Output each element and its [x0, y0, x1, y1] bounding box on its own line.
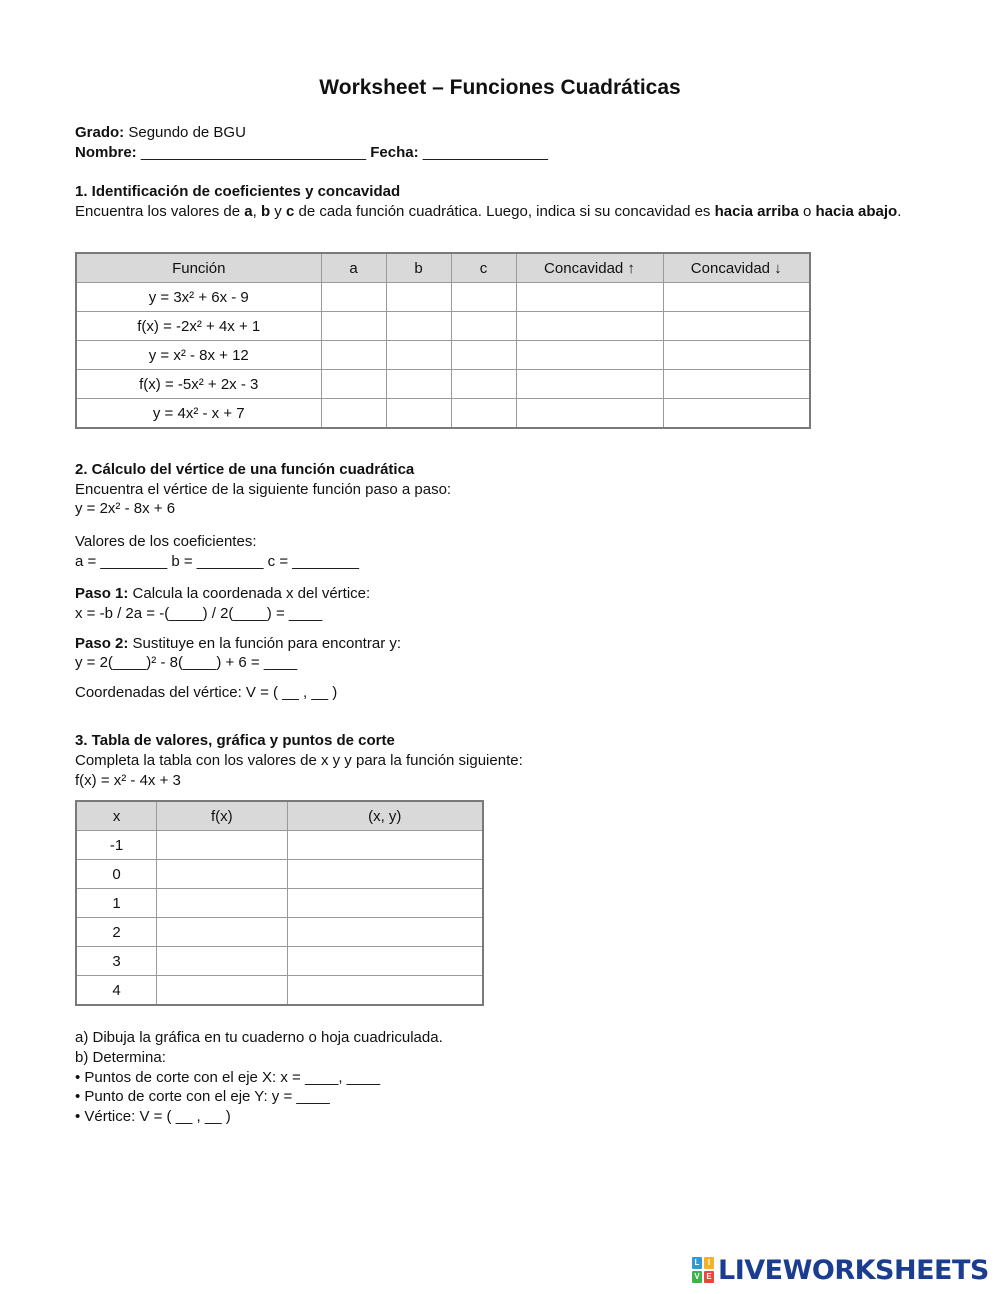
- logo-letter-i: I: [704, 1257, 714, 1269]
- logo-mark-icon: [692, 1257, 714, 1283]
- fecha-label: Fecha:: [370, 144, 419, 161]
- function-cell: y = 4x² - x + 7: [76, 399, 321, 429]
- table-row: [76, 341, 810, 370]
- nombre-field[interactable]: ___________________________: [140, 144, 367, 161]
- bullet-vertex[interactable]: • Vértice: V = ( __ , __ ): [75, 1108, 231, 1125]
- answer-cell-down[interactable]: [663, 312, 810, 341]
- answer-cell-c[interactable]: [451, 283, 516, 312]
- table-row: [76, 976, 483, 1006]
- section2-heading: [75, 460, 414, 479]
- function-cell: f(x) = -5x² + 2x - 3: [76, 370, 321, 399]
- logo-letter-l: L: [692, 1257, 702, 1269]
- instr-a: a: [244, 203, 253, 220]
- xy-answer-cell[interactable]: [287, 860, 483, 889]
- bullet-y-intercept[interactable]: • Punto de corte con el eje Y: y = ____: [75, 1088, 330, 1105]
- answer-cell-a[interactable]: [321, 283, 386, 312]
- paso1-line: [75, 584, 370, 603]
- paso1-formula[interactable]: x = -b / 2a = -(____) / 2(____) = ____: [75, 605, 323, 622]
- grado-line: [75, 123, 246, 142]
- section3-heading-text: 3. Tabla de valores, gráfica y puntos de corte: [75, 732, 395, 749]
- instr-text: de cada función cuadrática. Luego, indica si su concavidad es: [294, 203, 715, 220]
- section1-instructions: [75, 202, 935, 221]
- page-title: Worksheet – Funciones Cuadráticas: [319, 76, 681, 99]
- answer-cell-up[interactable]: [516, 283, 663, 312]
- instr-b: b: [260, 203, 271, 220]
- table-row: [76, 283, 810, 312]
- col-x: x: [76, 801, 157, 831]
- x-value-cell: 1: [76, 889, 157, 918]
- answer-cell-down[interactable]: [663, 283, 810, 312]
- table-row: [76, 918, 483, 947]
- vertex-coordinates[interactable]: Coordenadas del vértice: V = ( __ , __ ): [75, 684, 338, 701]
- coef-blanks[interactable]: a = ________ b = ________ c = ________: [75, 553, 360, 570]
- section2-heading-text: 2. Cálculo del vértice de una función cuadrática: [75, 461, 415, 478]
- answer-cell-up[interactable]: [516, 312, 663, 341]
- col-concavidad-abajo: Concavidad ↓: [663, 253, 810, 283]
- x-value-cell: 2: [76, 918, 157, 947]
- coef-label: Valores de los coeficientes:: [75, 533, 257, 550]
- answer-cell-up[interactable]: [516, 370, 663, 399]
- fx-answer-cell[interactable]: [157, 918, 287, 947]
- paso2-formula[interactable]: y = 2(____)² - 8(____) + 6 = ____: [75, 654, 298, 671]
- logo-text: LIVEWORKSHEETS: [718, 1254, 989, 1286]
- answer-cell-a[interactable]: [321, 370, 386, 399]
- xy-answer-cell[interactable]: [287, 831, 483, 860]
- grado-label: Grado:: [75, 124, 125, 141]
- values-table: [75, 800, 484, 1006]
- answer-cell-down[interactable]: [663, 399, 810, 429]
- logo-letter-e: E: [704, 1271, 714, 1283]
- section3-function: f(x) = x² - 4x + 3: [75, 772, 181, 789]
- x-value-cell: 3: [76, 947, 157, 976]
- x-value-cell: -1: [76, 831, 157, 860]
- instr-text: y: [270, 203, 286, 220]
- table-header-row: [76, 801, 483, 831]
- answer-cell-a[interactable]: [321, 399, 386, 429]
- section3-instructions: Completa la tabla con los valores de x y y para la función siguiente:: [75, 752, 523, 769]
- paso2-label: Paso 2:: [75, 635, 129, 652]
- answer-cell-up[interactable]: [516, 399, 663, 429]
- xy-answer-cell[interactable]: [287, 976, 483, 1006]
- paso1-text: Calcula la coordenada x del vértice:: [128, 585, 371, 602]
- answer-cell-b[interactable]: [386, 370, 451, 399]
- answer-cell-up[interactable]: [516, 341, 663, 370]
- table-row: [76, 831, 483, 860]
- grado-value: Segundo de BGU: [128, 124, 246, 141]
- answer-cell-b[interactable]: [386, 312, 451, 341]
- section3-heading: [75, 731, 395, 750]
- answer-cell-c[interactable]: [451, 370, 516, 399]
- answer-cell-a[interactable]: [321, 341, 386, 370]
- paso2-line: [75, 634, 401, 653]
- col-funcion: Función: [76, 253, 321, 283]
- table-row: [76, 312, 810, 341]
- col-concavidad-arriba: Concavidad ↑: [516, 253, 663, 283]
- function-cell: y = x² - 8x + 12: [76, 341, 321, 370]
- fx-answer-cell[interactable]: [157, 831, 287, 860]
- nombre-fecha-line: [75, 143, 548, 162]
- table-row: [76, 889, 483, 918]
- section1-heading-text: 1. Identificación de coeficientes y concavidad: [75, 183, 401, 200]
- table-row: [76, 860, 483, 889]
- function-cell: f(x) = -2x² + 4x + 1: [76, 312, 321, 341]
- logo-letter-v: V: [692, 1271, 702, 1283]
- section1-heading: [75, 182, 400, 201]
- fx-answer-cell[interactable]: [157, 976, 287, 1006]
- instr-c: c: [285, 203, 295, 220]
- table-row: [76, 399, 810, 429]
- xy-answer-cell[interactable]: [287, 918, 483, 947]
- liveworksheets-logo: [692, 1255, 989, 1285]
- answer-cell-c[interactable]: [451, 312, 516, 341]
- instr-up: hacia arriba: [714, 203, 799, 220]
- instr-text: .: [897, 203, 902, 220]
- table-row: [76, 947, 483, 976]
- answer-cell-down[interactable]: [663, 341, 810, 370]
- x-value-cell: 4: [76, 976, 157, 1006]
- fx-answer-cell[interactable]: [157, 947, 287, 976]
- answer-cell-c[interactable]: [451, 399, 516, 429]
- answer-cell-a[interactable]: [321, 312, 386, 341]
- col-a: a: [321, 253, 386, 283]
- paso2-text: Sustituye en la función para encontrar y:: [128, 635, 402, 652]
- fx-answer-cell[interactable]: [157, 889, 287, 918]
- col-c: c: [451, 253, 516, 283]
- col-b: b: [386, 253, 451, 283]
- section2-function: y = 2x² - 8x + 6: [75, 500, 176, 517]
- item-a: a) Dibuja la gráfica en tu cuaderno o hoja cuadriculada.: [75, 1029, 443, 1046]
- col-fx: f(x): [157, 801, 287, 831]
- col-xy: (x, y): [287, 801, 483, 831]
- table-row: [76, 370, 810, 399]
- bullet-x-intercepts[interactable]: • Puntos de corte con el eje X: x = ____, ____: [75, 1069, 381, 1086]
- coefficients-table: [75, 252, 811, 429]
- nombre-label: Nombre:: [75, 144, 137, 161]
- instr-text: ,: [252, 203, 261, 220]
- xy-answer-cell[interactable]: [287, 889, 483, 918]
- instr-text: o: [798, 203, 816, 220]
- xy-answer-cell[interactable]: [287, 947, 483, 976]
- answer-cell-down[interactable]: [663, 370, 810, 399]
- answer-cell-b[interactable]: [386, 399, 451, 429]
- instr-text: Encuentra los valores de: [75, 203, 245, 220]
- answer-cell-c[interactable]: [451, 341, 516, 370]
- paso1-label: Paso 1:: [75, 585, 129, 602]
- fx-answer-cell[interactable]: [157, 860, 287, 889]
- function-cell: y = 3x² + 6x - 9: [76, 283, 321, 312]
- instr-down: hacia abajo: [815, 203, 898, 220]
- item-b: b) Determina:: [75, 1049, 166, 1066]
- fecha-field[interactable]: _______________: [422, 144, 548, 161]
- answer-cell-b[interactable]: [386, 341, 451, 370]
- section2-instructions: Encuentra el vértice de la siguiente función paso a paso:: [75, 481, 452, 498]
- answer-cell-b[interactable]: [386, 283, 451, 312]
- x-value-cell: 0: [76, 860, 157, 889]
- table-header-row: [76, 253, 810, 283]
